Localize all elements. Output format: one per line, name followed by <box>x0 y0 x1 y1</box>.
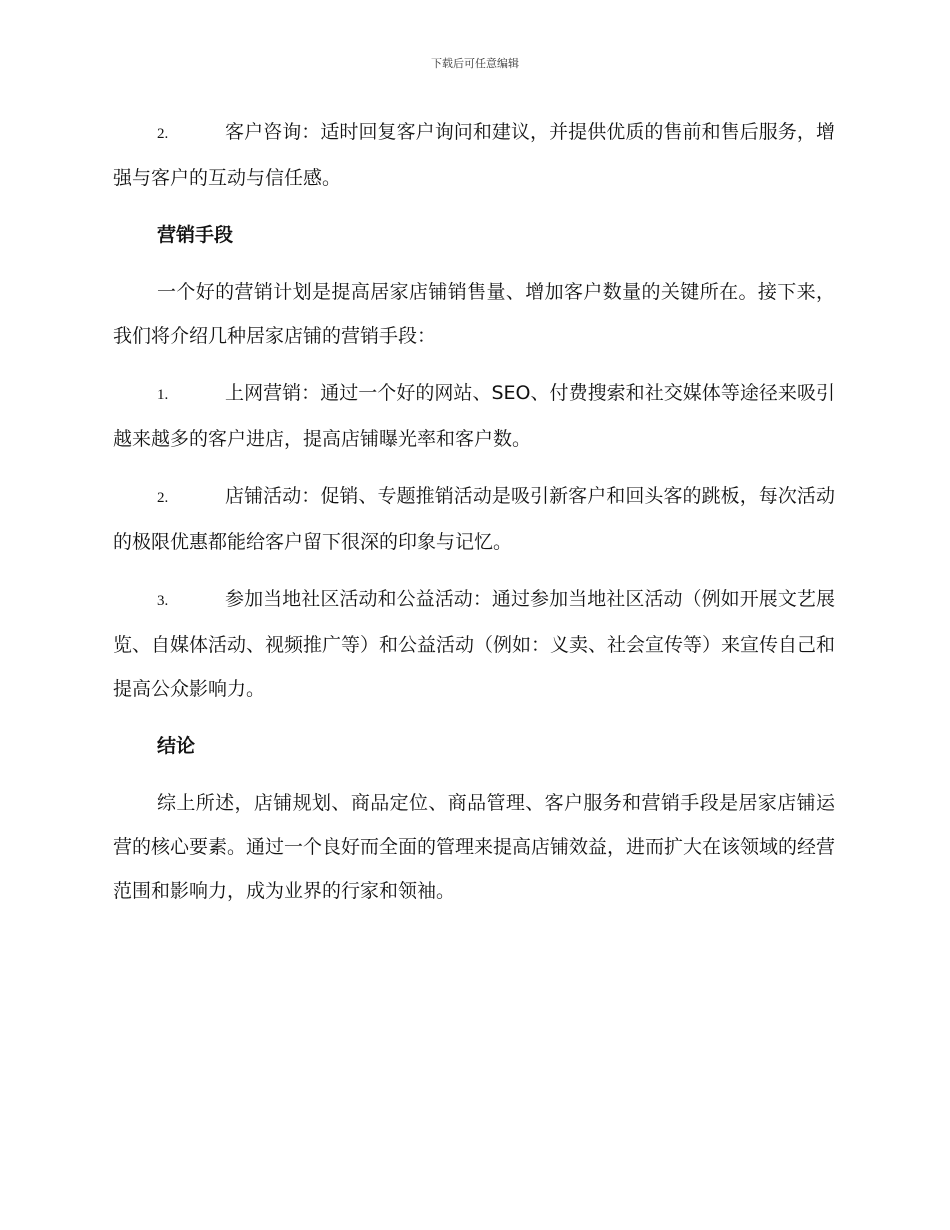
list-item-number: 3. <box>157 593 169 609</box>
list-item-store-events <box>113 474 835 564</box>
list-item-number: 2. <box>157 126 169 142</box>
list-item-text: 参加当地社区活动和公益活动：通过参加当地社区活动（例如开展文艺展览、自媒体活动、视频推广等）和公益活动（例如：义卖、社会宣传等）来宣传自己和提高公众影响力。 <box>113 588 836 700</box>
list-item-number: 1. <box>157 387 169 403</box>
list-item-text: 店铺活动：促销、专题推销活动是吸引新客户和回头客的跳板，每次活动的极限优惠都能给客户留下很深的印象与记忆。 <box>113 485 835 553</box>
page-header-note: 下载后可任意编辑 <box>431 57 519 70</box>
list-item-community-events <box>113 577 835 711</box>
paragraph-marketing-intro: 一个好的营销计划是提高居家店铺销售量、增加客户数量的关键所在。接下来，我们将介绍几种居家店铺的营销手段： <box>113 281 835 347</box>
list-item-customer-consulting <box>113 110 835 200</box>
list-item-text: 客户咨询：适时回复客户询问和建议，并提供优质的售前和售后服务，增强与客户的互动与信任感。 <box>113 121 835 189</box>
list-item-text: 上网营销：通过一个好的网站、SEO、付费搜索和社交媒体等途径来吸引越来越多的客户进店，提高店铺曝光率和客户数。 <box>113 382 835 450</box>
list-item-online-marketing <box>113 371 835 461</box>
list-item-number: 2. <box>157 490 169 506</box>
section-heading-conclusion: 结论 <box>157 735 196 757</box>
paragraph-conclusion: 综上所述，店铺规划、商品定位、商品管理、客户服务和营销手段是居家店铺运营的核心要素。通过一个良好而全面的管理来提高店铺效益，进而扩大在该领域的经营范围和影响力，成为业界的行家和领袖。 <box>113 792 836 902</box>
document-body <box>113 110 835 926</box>
section-heading-marketing: 营销手段 <box>157 224 234 246</box>
